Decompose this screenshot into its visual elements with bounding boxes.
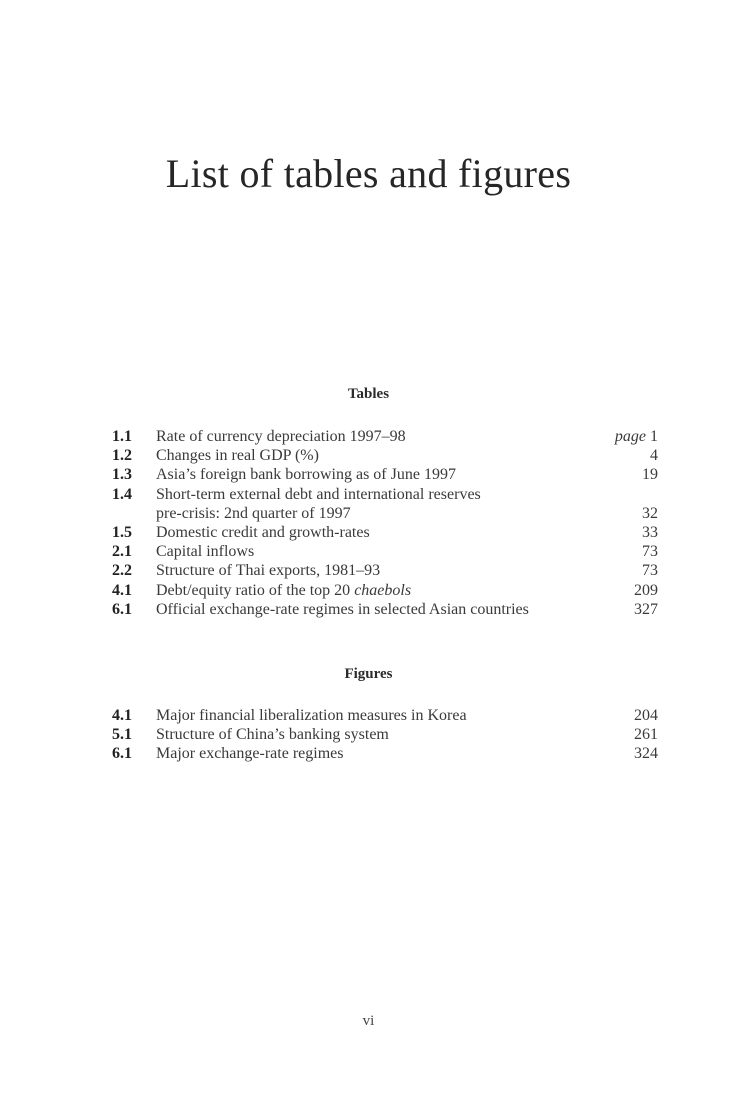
entry-page: [615, 427, 658, 446]
figures-list: [112, 706, 658, 764]
tables-list: [112, 427, 658, 619]
entry-title: [156, 581, 411, 600]
table-entry-1-5: [112, 523, 658, 542]
entry-title: Official exchange-rate regimes in selected Asian countries: [156, 600, 529, 618]
entry-title: Rate of currency depreciation 1997–98: [156, 428, 406, 445]
tables-heading: Tables: [347, 386, 390, 402]
entry-page: 32: [642, 504, 658, 522]
entry-title-prefix: Debt/equity ratio of the top 20: [156, 581, 355, 599]
entry-title: Changes in real GDP (%): [156, 447, 319, 465]
entry-number: 2.1: [112, 543, 132, 561]
entry-number: 4.1: [112, 581, 132, 599]
entry-title: Structure of China’s banking system: [156, 726, 389, 744]
entry-title: Domestic credit and growth-rates: [156, 523, 370, 541]
table-entry-1-2: [112, 446, 658, 465]
entry-title-line2: pre-crisis: 2nd quarter of 1997: [156, 504, 351, 522]
entry-title: Asia’s foreign bank borrowing as of June 1997: [156, 466, 456, 484]
entry-page: 19: [642, 466, 658, 484]
table-entry-1-4: [112, 485, 658, 523]
page-title: List of tables and figures: [165, 151, 572, 196]
entry-title-line1: Short-term external debt and international reserves: [156, 485, 481, 503]
figure-entry-5-1: [112, 725, 658, 744]
entry-page: 4: [650, 447, 658, 465]
figure-entry-6-1: [112, 744, 658, 763]
page-number: 1: [650, 428, 658, 445]
table-entry-4-1: [112, 581, 658, 600]
entry-title: Major exchange-rate regimes: [156, 745, 344, 763]
entry-number: 1.5: [112, 523, 132, 541]
entry-page: 73: [642, 543, 658, 561]
entry-page: 209: [634, 581, 658, 599]
entry-number: 5.1: [112, 726, 132, 744]
entry-page: 73: [642, 562, 658, 580]
table-entry-1-3: [112, 465, 658, 484]
entry-title: [156, 485, 576, 523]
table-entry-6-1: [112, 600, 658, 619]
table-entry-2-2: [112, 561, 658, 580]
entry-title-italic: chaebols: [354, 581, 412, 599]
entry-number: 1.4: [112, 485, 132, 503]
entry-number: 6.1: [112, 745, 132, 763]
entry-title: Capital inflows: [156, 543, 255, 561]
entry-number: 2.2: [112, 562, 132, 580]
entry-title: Major financial liberalization measures in Korea: [156, 707, 467, 724]
entry-page: 261: [634, 726, 658, 744]
entry-page: 324: [634, 745, 658, 763]
entry-number: 6.1: [112, 600, 132, 618]
figures-heading: Figures: [344, 666, 393, 682]
page-word: page: [614, 428, 646, 445]
table-entry-2-1: [112, 542, 658, 561]
page-number-folio: vi: [362, 1013, 375, 1029]
entry-page: 33: [642, 523, 658, 541]
table-entry-1-1: [112, 427, 658, 446]
entry-number: 1.3: [112, 466, 132, 484]
entry-number: 1.1: [112, 428, 132, 445]
entry-page: 327: [634, 600, 658, 618]
entry-title: Structure of Thai exports, 1981–93: [156, 562, 381, 580]
entry-number: 4.1: [112, 707, 132, 724]
entry-page: 204: [634, 707, 658, 724]
entry-number: 1.2: [112, 447, 132, 465]
figure-entry-4-1: [112, 706, 658, 725]
